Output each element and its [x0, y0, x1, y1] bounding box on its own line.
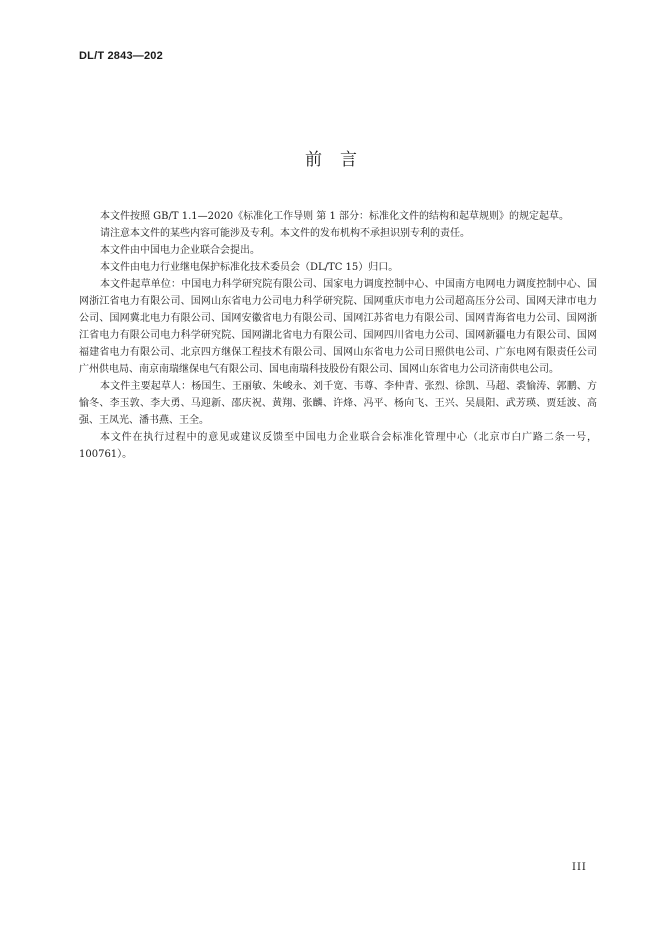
page-number: III — [572, 862, 587, 873]
paragraph-feedback: 本文件在执行过程中的意见或建议反馈至中国电力企业联合会标准化管理中心（北京市白广路二条一号，100761）。 — [79, 432, 597, 460]
foreword-body — [79, 208, 597, 463]
paragraph-drafting-units: 本文件起草单位：中国电力科学研究院有限公司、国家电力调度控制中心、中国南方电网电力调度控制中心、国网浙江省电力有限公司、国网山东省电力公司电力科学研究院、国网重庆市电力公司超高压分公司、国网天津市电力公司、国网冀北电力有限公司、国网安徽省电力有限公司、国网江苏省电力有限公司、国网青海省电力公司、国网浙江省电力有限公司电力科学研究院、国网湖北省电力有限公司、国网四川省电力公司、国网新疆电力有限公司、国网福建省电力有限公司、北京四方继保工程技术有限公司、国网山东省电力公司日照供电公司、广东电网有限责任公司广州供电局、南京南瑞继保电气有限公司、国电南瑞科技股份有限公司、国网山东省电力公司济南供电公司。 — [79, 279, 597, 375]
paragraph-patent-notice: 请注意本文件的某些内容可能涉及专利。本文件的发布机构不承担识别专利的责任。 — [100, 228, 470, 239]
page-title: 前言 — [305, 150, 375, 170]
document-code: DL/T 2843—202 — [79, 50, 163, 62]
paragraph-drafters: 本文件主要起草人：杨国生、王丽敏、朱峻永、刘千宽、韦尊、李仲青、张烈、徐凯、马超、裘愉涛、郭鹏、方愉冬、李玉敦、李大勇、马迎新、邵庆祝、黄翔、张麟、许烽、冯平、杨向飞、王兴、吴晨阳、武芳瑛、贾廷波、高强、王凤光、潘书燕、王全。 — [79, 381, 597, 426]
paragraph-committee: 本文件由电力行业继电保护标准化技术委员会（DL/TC 15）归口。 — [100, 262, 399, 273]
paragraph-proposer: 本文件由中国电力企业联合会提出。 — [100, 245, 260, 256]
paragraph-drafting-rules: 本文件按照 GB/T 1.1—2020《标准化工作导则 第 1 部分：标准化文件的结构和起草规则》的规定起草。 — [100, 211, 569, 222]
